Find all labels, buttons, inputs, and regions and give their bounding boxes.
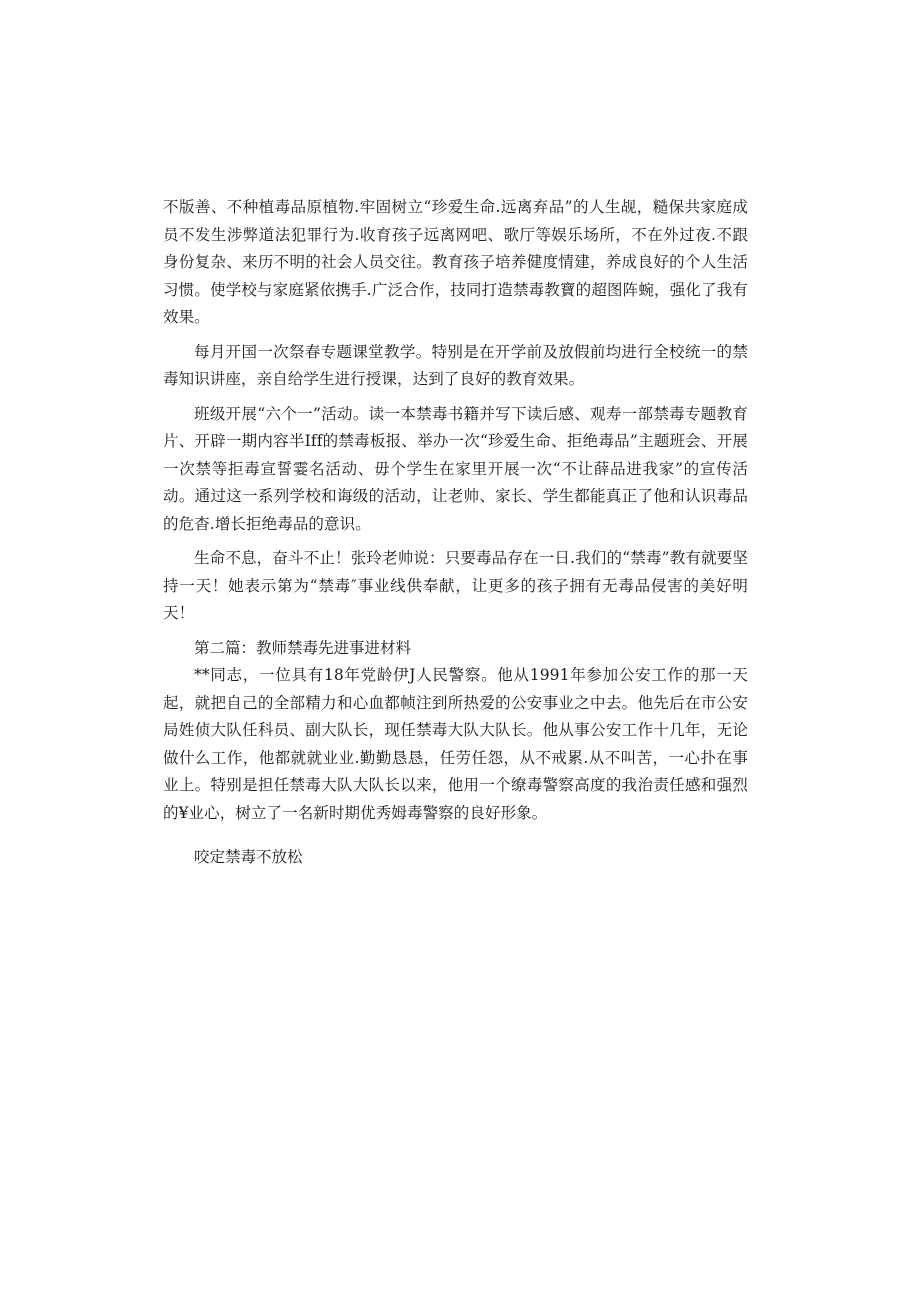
paragraph-2: 每月开国一次祭春专题课堂教学。特别是在开学前及放假前均进行全校统一的禁毒知识讲座，亲自给学生进行授课，达到了良好的教育效果。 [163, 342, 748, 388]
paragraph-3: 班级开展“六个一”活动。读一本禁毒书籍并写下读后感、观寿一部禁毒专题教育片、开辟一期内容半Iff的禁毒板报、举办一次“珍爱生命、拒绝毒品”主题班会、开展一次禁等拒毒宣誓霎名活动、毋个学生在家里开展一次“不让薛品进我家”的宣传活动。通过这一系列学校和诲级的活动，让老帅、家长、学生都能真正了他和认识毒品的危杳.增长拒绝毒品的意识。 [163, 404, 748, 533]
paragraph-4: 生命不息，奋斗不止！张玲老帅说：只要毒品存在一日.我们的“禁毒”教有就要坚持一天！她表示第为“禁毒″事业线供奉献，让更多的孩子拥有无毒品侵害的美好明天！ [163, 549, 748, 622]
document-page [163, 194, 748, 872]
section-paragraph: **同志，一位具有18年党龄伊J人民警察。他从1991年参加公安工作的那一天起，就把自己的全部精力和心血都帧注到所热爱的公安事业之中去。他先后在市公安局姓侦大队任科员、副大队长，现任禁毒大队大队长。他从事公安工作十几年，无论做什么工作，他都就就业业.勤勤恳恳，任劳任怨，从不戒累.从不叫苦，一心扑在事业上。特别是担任禁毒大队大队长以来，他用一个缭毒警察高度的我治责任感和强烈的¥业心，树立了一名新时期优秀姆毒警察的良好形象。 [163, 666, 748, 822]
section-heading: 第二篇：教师禁毒先进事进材料 [194, 638, 412, 657]
sub-heading: 咬定禁毒不放松 [194, 848, 303, 866]
paragraph-1: 不版善、不种植毒品原植物.牢固树立“珍爱生命.远离弃品”的人生觇，糙保共家庭成员不发生涉弊道法犯罪行为.收育孩子远离网吧、歌厅等娱乐场所，不在外过夜.不跟身份复杂、来历不明的社会人员交往。教育孩子培养健度情建，养成良好的个人生活习惯。使学校与家庭紧依携手.广泛合作，技同打造禁毒教寶的超图阵蜿，强化了我有效果。 [163, 198, 748, 326]
